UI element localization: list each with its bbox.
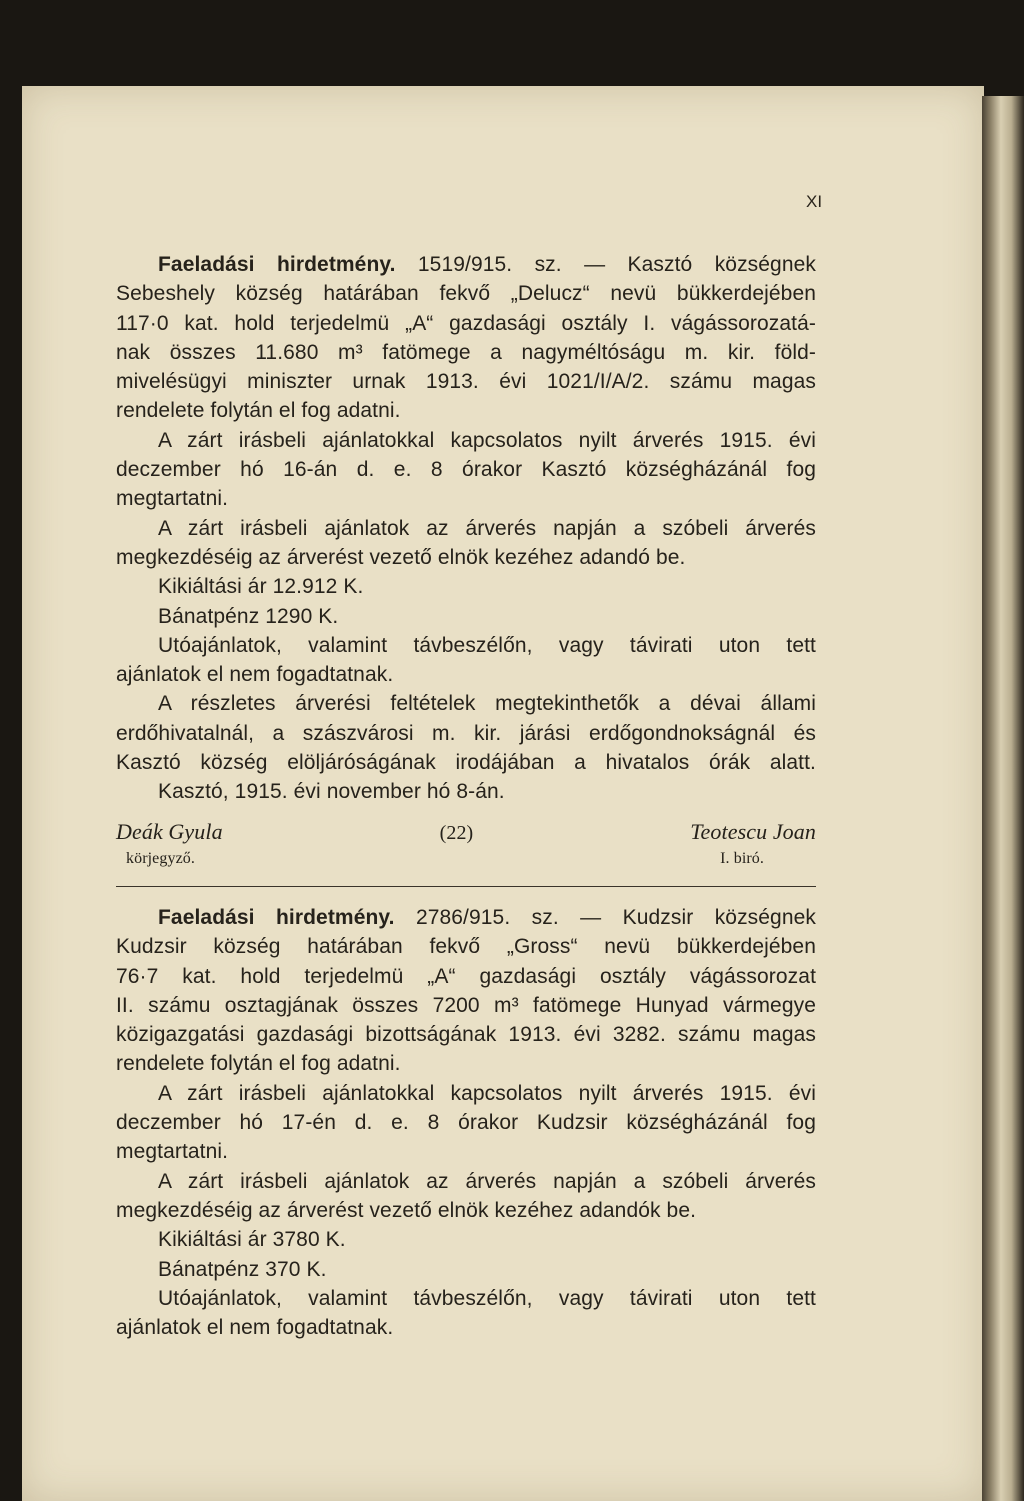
notice2-line-4: II. számu osztagjának összes 7200 m³ fatömege Hunyad vármegye bbox=[116, 993, 816, 1017]
notice1-line-2: Sebeshely község határában fekvő „Delucz“ nevü bükkerdejében bbox=[116, 282, 816, 306]
page-number: XI bbox=[806, 192, 823, 211]
notice2-line-3: 76·7 kat. hold terjedelmü „A“ gazdasági osztály vágássorozat bbox=[116, 964, 816, 988]
notice1-offers-2: megkezdéséig az árverést vezető elnök kezéhez adandó be. bbox=[116, 545, 686, 569]
signature-right: Teotescu Joan bbox=[690, 818, 816, 844]
notice1-line-5: mivelésügyi miniszter urnak 1913. évi 1021/I/A/2. számu magas bbox=[116, 370, 816, 394]
notice1-signature-titles bbox=[116, 848, 816, 870]
notice2-line-1: Faeladási hirdetmény. 2786/915. sz. — Kudzsir községnek bbox=[158, 905, 816, 929]
notice1-cond-2: erdőhivatalnál, a szászvárosi m. kir. járási erdőgondnokságnál és bbox=[116, 721, 816, 745]
notice1-date: Kasztó, 1915. évi november hó 8-án. bbox=[158, 780, 505, 804]
title-right: I. biró. bbox=[720, 849, 764, 867]
notice1-offers-1: A zárt irásbeli ajánlatok az árverés napján a szóbeli árverés bbox=[158, 516, 816, 540]
notice2-offers-1: A zárt irásbeli ajánlatok az árverés napján a szóbeli árverés bbox=[158, 1169, 816, 1193]
notice1-auction-3: megtartatni. bbox=[116, 487, 229, 511]
title-left: körjegyző. bbox=[126, 849, 195, 867]
notice1-cond-1: A részletes árverési feltételek megtekinthetők a dévai állami bbox=[158, 692, 816, 716]
notice1-line-4: nak összes 11.680 m³ fatömege a nagyméltóságu m. kir. föld- bbox=[116, 340, 816, 364]
notice2-starting-price: Kikiáltási ár 3780 K. bbox=[158, 1228, 346, 1252]
notice1-late-2: ajánlatok el nem fogadtatnak. bbox=[116, 663, 394, 687]
notice2-lead: Faeladási hirdetmény. bbox=[158, 905, 395, 929]
notice2-auction-1: A zárt irásbeli ajánlatokkal kapcsolatos nyilt árverés 1915. évi bbox=[158, 1081, 816, 1105]
notice2-line-6: rendelete folytán el fog adatni. bbox=[116, 1052, 401, 1076]
notice1-late-1: Utóajánlatok, valamint távbeszélőn, vagy távirati uton tett bbox=[158, 633, 816, 657]
notice2-deposit: Bánatpénz 370 K. bbox=[158, 1257, 327, 1281]
notice2-line-5: közigazgatási gazdasági bizottságának 1913. évi 3282. számu magas bbox=[116, 1023, 816, 1047]
notice2-offers-2: megkezdéséig az árverést vezető elnök kezéhez adandók be. bbox=[116, 1198, 697, 1222]
notice1-lead: Faeladási hirdetmény. bbox=[158, 253, 396, 276]
notice-number: (22) bbox=[439, 821, 474, 844]
notice1-line-3: 117·0 kat. hold terjedelmü „A“ gazdasági osztály I. vágássorozatá- bbox=[116, 311, 816, 335]
notice1-auction-1: A zárt irásbeli ajánlatokkal kapcsolatos nyilt árverés 1915. évi bbox=[158, 428, 816, 452]
signature-left: Deák Gyula bbox=[116, 818, 223, 844]
notice2-auction-3: megtartatni. bbox=[116, 1140, 229, 1164]
divider-rule bbox=[116, 886, 816, 887]
page-edge bbox=[982, 96, 1024, 1501]
notice1-line-1: Faeladási hirdetmény. 1519/915. sz. — Kasztó községnek bbox=[158, 253, 816, 276]
notice1-signatures bbox=[116, 817, 816, 848]
notice1-cond-3: Kasztó község elöljáróságának irodájában a hivatalos órák alatt. bbox=[116, 751, 816, 775]
notice2-late-1: Utóajánlatok, valamint távbeszélőn, vagy távirati uton tett bbox=[158, 1286, 816, 1310]
notice2-line-2: Kudzsir község határában fekvő „Gross“ nevü bükkerdejében bbox=[116, 935, 816, 959]
notice1-line-6: rendelete folytán el fog adatni. bbox=[116, 399, 401, 423]
notice2-auction-2: deczember hó 17-én d. e. 8 órakor Kudzsir községházánál fog bbox=[116, 1111, 816, 1135]
notice2-late-2: ajánlatok el nem fogadtatnak. bbox=[116, 1316, 394, 1340]
notice1-deposit: Bánatpénz 1290 K. bbox=[158, 604, 339, 628]
notice1-auction-2: deczember hó 16-án d. e. 8 órakor Kasztó községházánál fog bbox=[116, 458, 816, 482]
notice1-starting-price: Kikiáltási ár 12.912 K. bbox=[158, 575, 364, 599]
page-text bbox=[116, 250, 816, 1342]
